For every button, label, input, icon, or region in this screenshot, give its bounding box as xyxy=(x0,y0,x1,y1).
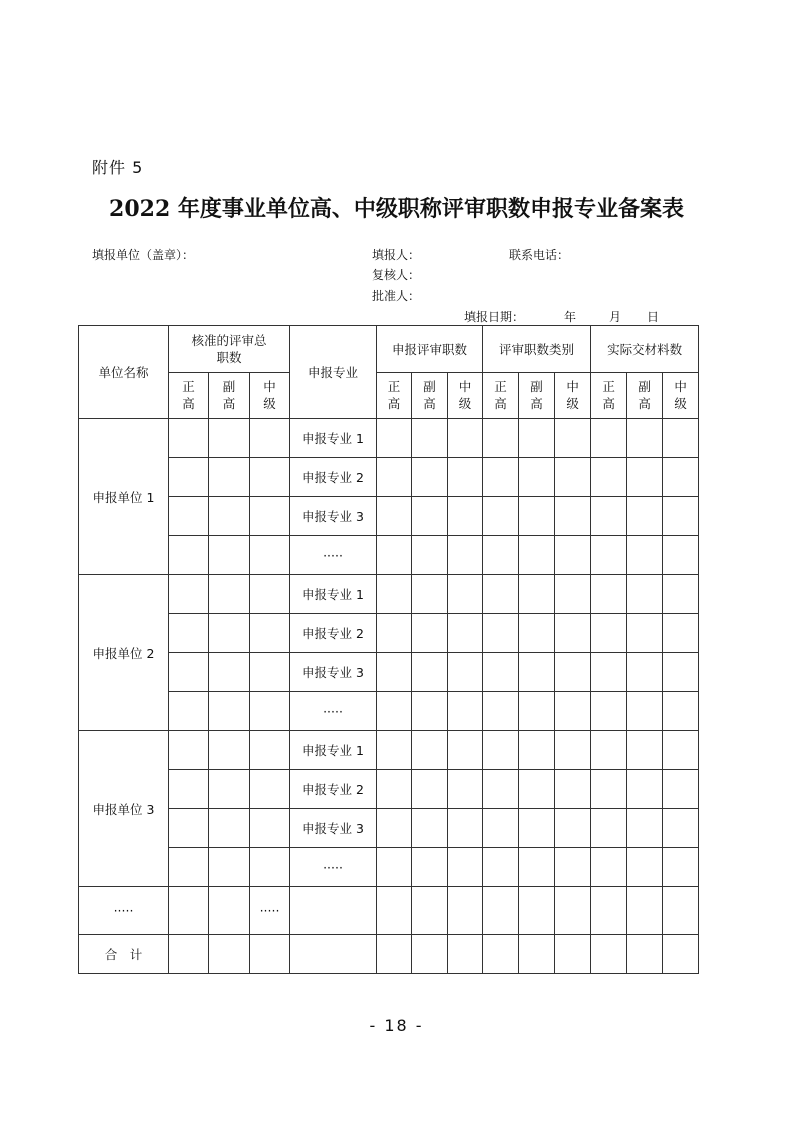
page-number: - 18 - xyxy=(369,1016,424,1035)
total-label-cell: 合 计 xyxy=(79,935,169,974)
approved-count-cell[interactable] xyxy=(169,770,209,809)
table-row-more xyxy=(79,887,699,935)
major-name-cell: 申报专业 3 xyxy=(290,497,377,536)
major-name-cell: 申报专业 2 xyxy=(290,458,377,497)
approver-label: 批准人： xyxy=(372,289,421,303)
count-cell[interactable] xyxy=(448,497,483,536)
count-cell[interactable] xyxy=(483,692,519,731)
subheader-approved-zhongji xyxy=(250,373,290,419)
count-cell[interactable] xyxy=(483,731,519,770)
count-cell[interactable] xyxy=(377,809,412,848)
total-cell[interactable] xyxy=(483,935,519,974)
count-cell[interactable] xyxy=(377,536,412,575)
header-approved-total-text: 核准的评审总职数 xyxy=(191,332,267,365)
subheader-text: 副高 xyxy=(638,379,651,411)
count-cell[interactable] xyxy=(412,497,448,536)
approved-count-cell[interactable] xyxy=(169,497,209,536)
subheader-apply-fugao xyxy=(412,373,448,419)
count-cell[interactable] xyxy=(412,809,448,848)
count-cell[interactable] xyxy=(519,809,555,848)
approved-count-cell[interactable] xyxy=(169,731,209,770)
count-cell[interactable] xyxy=(483,536,519,575)
subheader-text: 中级 xyxy=(263,379,276,411)
approved-count-cell[interactable] xyxy=(169,614,209,653)
count-cell[interactable] xyxy=(519,848,555,887)
count-cell[interactable] xyxy=(377,653,412,692)
count-cell[interactable] xyxy=(591,848,627,887)
table-row xyxy=(79,497,699,536)
count-cell[interactable] xyxy=(377,692,412,731)
subheader-text: 正高 xyxy=(602,379,615,411)
approved-count-cell[interactable] xyxy=(169,848,209,887)
document-title: 2022 年度事业单位高、中级职称评审职数申报专业备案表 xyxy=(109,196,684,222)
total-cell[interactable] xyxy=(448,935,483,974)
more-units-cell: ····· xyxy=(79,887,169,935)
subheader-category-fugao xyxy=(519,373,555,419)
total-cell[interactable] xyxy=(250,935,290,974)
unit-label: 填报单位（盖章）： xyxy=(92,248,195,262)
approved-count-cell[interactable] xyxy=(169,887,209,935)
subheader-text: 副高 xyxy=(423,379,436,411)
count-cell[interactable] xyxy=(627,653,663,692)
count-cell[interactable] xyxy=(519,653,555,692)
filing-table xyxy=(78,325,699,974)
count-cell[interactable] xyxy=(519,458,555,497)
count-cell[interactable] xyxy=(555,770,591,809)
approved-count-cell[interactable] xyxy=(169,458,209,497)
count-cell[interactable] xyxy=(448,419,483,458)
count-cell[interactable] xyxy=(519,419,555,458)
total-cell[interactable] xyxy=(169,935,209,974)
count-cell[interactable] xyxy=(555,458,591,497)
major-name-cell: 申报专业 3 xyxy=(290,653,377,692)
count-cell[interactable] xyxy=(483,848,519,887)
approved-count-cell[interactable] xyxy=(250,653,290,692)
subheader-text: 中级 xyxy=(566,379,579,411)
date-line xyxy=(464,308,659,325)
count-cell[interactable] xyxy=(483,809,519,848)
count-cell[interactable] xyxy=(555,536,591,575)
approved-count-cell[interactable] xyxy=(250,419,290,458)
count-cell[interactable] xyxy=(591,809,627,848)
count-cell[interactable] xyxy=(412,770,448,809)
major-name-cell: ····· xyxy=(290,536,377,575)
subheader-actual-zhenggao xyxy=(591,373,627,419)
count-cell[interactable] xyxy=(377,731,412,770)
subheader-text: 中级 xyxy=(458,379,472,411)
approved-count-cell[interactable] xyxy=(209,458,250,497)
count-cell[interactable] xyxy=(377,887,412,935)
count-cell[interactable] xyxy=(591,419,627,458)
approved-count-cell[interactable] xyxy=(250,575,290,614)
count-cell[interactable] xyxy=(663,497,699,536)
approved-count-cell[interactable] xyxy=(169,419,209,458)
subheader-text: 正高 xyxy=(387,379,401,411)
count-cell[interactable] xyxy=(627,614,663,653)
count-cell[interactable] xyxy=(591,731,627,770)
count-cell[interactable] xyxy=(591,770,627,809)
count-cell[interactable] xyxy=(663,458,699,497)
count-cell[interactable] xyxy=(555,575,591,614)
approved-count-cell[interactable] xyxy=(169,653,209,692)
count-cell[interactable] xyxy=(627,770,663,809)
count-cell[interactable] xyxy=(448,770,483,809)
table-row xyxy=(79,692,699,731)
count-cell[interactable] xyxy=(412,458,448,497)
major-name-cell: ····· xyxy=(290,848,377,887)
count-cell[interactable] xyxy=(412,614,448,653)
more-counts-cell: ····· xyxy=(250,887,290,935)
subheader-category-zhongji xyxy=(555,373,591,419)
count-cell[interactable] xyxy=(412,575,448,614)
approved-count-cell[interactable] xyxy=(250,497,290,536)
subheader-actual-zhongji xyxy=(663,373,699,419)
reviewer-label: 复核人： xyxy=(372,268,421,282)
count-cell[interactable] xyxy=(377,575,412,614)
header-apply-count: 申报评审职数 xyxy=(377,326,483,373)
major-name-cell: 申报专业 1 xyxy=(290,575,377,614)
count-cell[interactable] xyxy=(377,614,412,653)
phone-label: 联系电话： xyxy=(509,248,570,262)
approved-count-cell[interactable] xyxy=(209,848,250,887)
count-cell[interactable] xyxy=(412,848,448,887)
count-cell[interactable] xyxy=(627,692,663,731)
header-review-category: 评审职数类别 xyxy=(483,326,591,373)
table-row xyxy=(79,848,699,887)
count-cell[interactable] xyxy=(591,887,627,935)
count-cell[interactable] xyxy=(663,848,699,887)
total-cell[interactable] xyxy=(591,935,627,974)
count-cell[interactable] xyxy=(448,809,483,848)
count-cell[interactable] xyxy=(663,770,699,809)
approved-count-cell[interactable] xyxy=(209,731,250,770)
count-cell[interactable] xyxy=(591,497,627,536)
count-cell[interactable] xyxy=(483,653,519,692)
count-cell[interactable] xyxy=(591,614,627,653)
count-cell[interactable] xyxy=(519,575,555,614)
header-actual-materials: 实际交材料数 xyxy=(591,326,699,373)
major-name-cell: ····· xyxy=(290,692,377,731)
approved-count-cell[interactable] xyxy=(250,770,290,809)
count-cell[interactable] xyxy=(377,419,412,458)
approved-count-cell[interactable] xyxy=(250,458,290,497)
approved-count-cell[interactable] xyxy=(250,614,290,653)
count-cell[interactable] xyxy=(663,809,699,848)
table-row-total xyxy=(79,935,699,974)
subheader-text: 副高 xyxy=(530,379,543,411)
approved-count-cell[interactable] xyxy=(209,575,250,614)
header-approved-total xyxy=(169,326,290,373)
count-cell[interactable] xyxy=(412,653,448,692)
count-cell[interactable] xyxy=(627,731,663,770)
count-cell[interactable] xyxy=(483,614,519,653)
approved-count-cell[interactable] xyxy=(250,809,290,848)
subheader-approved-zhenggao xyxy=(169,373,209,419)
subheader-actual-fugao xyxy=(627,373,663,419)
count-cell[interactable] xyxy=(663,575,699,614)
approved-count-cell[interactable] xyxy=(209,536,250,575)
count-cell[interactable] xyxy=(412,731,448,770)
count-cell[interactable] xyxy=(519,692,555,731)
count-cell[interactable] xyxy=(448,731,483,770)
table-row xyxy=(79,770,699,809)
count-cell[interactable] xyxy=(555,497,591,536)
subheader-text: 副高 xyxy=(222,379,236,411)
count-cell[interactable] xyxy=(448,848,483,887)
count-cell[interactable] xyxy=(290,887,377,935)
count-cell[interactable] xyxy=(663,419,699,458)
approved-count-cell[interactable] xyxy=(209,887,250,935)
major-name-cell: 申报专业 2 xyxy=(290,614,377,653)
count-cell[interactable] xyxy=(412,419,448,458)
approved-count-cell[interactable] xyxy=(209,653,250,692)
count-cell[interactable] xyxy=(627,497,663,536)
total-cell[interactable] xyxy=(290,935,377,974)
count-cell[interactable] xyxy=(591,692,627,731)
approved-count-cell[interactable] xyxy=(250,536,290,575)
count-cell[interactable] xyxy=(483,497,519,536)
count-cell[interactable] xyxy=(412,887,448,935)
count-cell[interactable] xyxy=(519,887,555,935)
approved-count-cell[interactable] xyxy=(209,809,250,848)
count-cell[interactable] xyxy=(448,458,483,497)
count-cell[interactable] xyxy=(412,692,448,731)
count-cell[interactable] xyxy=(663,692,699,731)
date-label: 填报日期： xyxy=(464,310,525,324)
approved-count-cell[interactable] xyxy=(169,536,209,575)
count-cell[interactable] xyxy=(555,809,591,848)
major-name-cell: 申报专业 2 xyxy=(290,770,377,809)
approved-count-cell[interactable] xyxy=(209,497,250,536)
count-cell[interactable] xyxy=(448,614,483,653)
count-cell[interactable] xyxy=(591,575,627,614)
table-row xyxy=(79,458,699,497)
approved-count-cell[interactable] xyxy=(209,770,250,809)
count-cell[interactable] xyxy=(519,731,555,770)
year-label: 年 xyxy=(564,310,577,324)
count-cell[interactable] xyxy=(591,653,627,692)
unit-name-cell: 申报单位 2 xyxy=(79,575,169,731)
table-row xyxy=(79,614,699,653)
count-cell[interactable] xyxy=(627,887,663,935)
count-cell[interactable] xyxy=(627,419,663,458)
approved-count-cell[interactable] xyxy=(169,692,209,731)
count-cell[interactable] xyxy=(627,458,663,497)
count-cell[interactable] xyxy=(663,536,699,575)
count-cell[interactable] xyxy=(663,731,699,770)
count-cell[interactable] xyxy=(448,575,483,614)
count-cell[interactable] xyxy=(591,458,627,497)
attachment-label: 附件 5 xyxy=(92,158,144,177)
count-cell[interactable] xyxy=(555,731,591,770)
count-cell[interactable] xyxy=(555,614,591,653)
table-row xyxy=(79,575,699,614)
major-name-cell: 申报专业 1 xyxy=(290,731,377,770)
approved-count-cell[interactable] xyxy=(250,731,290,770)
total-cell[interactable] xyxy=(519,935,555,974)
count-cell[interactable] xyxy=(483,887,519,935)
count-cell[interactable] xyxy=(519,770,555,809)
approved-count-cell[interactable] xyxy=(250,848,290,887)
total-cell[interactable] xyxy=(209,935,250,974)
count-cell[interactable] xyxy=(627,575,663,614)
approved-count-cell[interactable] xyxy=(209,692,250,731)
filler-label: 填报人： xyxy=(372,248,421,262)
header-unit-name: 单位名称 xyxy=(79,326,169,419)
subheader-text: 中级 xyxy=(674,379,687,411)
count-cell[interactable] xyxy=(448,653,483,692)
table-row xyxy=(79,653,699,692)
total-cell[interactable] xyxy=(627,935,663,974)
day-label: 日 xyxy=(647,310,660,324)
header-major: 申报专业 xyxy=(290,326,377,419)
approved-count-cell[interactable] xyxy=(209,614,250,653)
count-cell[interactable] xyxy=(663,653,699,692)
approved-count-cell[interactable] xyxy=(169,575,209,614)
total-cell[interactable] xyxy=(412,935,448,974)
unit-name-cell: 申报单位 3 xyxy=(79,731,169,887)
count-cell[interactable] xyxy=(519,497,555,536)
approved-count-cell[interactable] xyxy=(250,692,290,731)
count-cell[interactable] xyxy=(377,848,412,887)
count-cell[interactable] xyxy=(412,536,448,575)
total-cell[interactable] xyxy=(555,935,591,974)
count-cell[interactable] xyxy=(519,614,555,653)
count-cell[interactable] xyxy=(377,770,412,809)
count-cell[interactable] xyxy=(377,497,412,536)
count-cell[interactable] xyxy=(377,458,412,497)
subheader-apply-zhongji xyxy=(448,373,483,419)
count-cell[interactable] xyxy=(448,887,483,935)
subheader-text: 正高 xyxy=(494,379,507,411)
major-name-cell: 申报专业 1 xyxy=(290,419,377,458)
major-name-cell: 申报专业 3 xyxy=(290,809,377,848)
subheader-category-zhenggao xyxy=(483,373,519,419)
subheader-text: 正高 xyxy=(182,379,195,411)
count-cell[interactable] xyxy=(663,887,699,935)
subheader-apply-zhenggao xyxy=(377,373,412,419)
count-cell[interactable] xyxy=(555,653,591,692)
count-cell[interactable] xyxy=(555,848,591,887)
count-cell[interactable] xyxy=(448,536,483,575)
subheader-approved-fugao xyxy=(209,373,250,419)
count-cell[interactable] xyxy=(627,809,663,848)
table-row xyxy=(79,731,699,770)
approved-count-cell[interactable] xyxy=(209,419,250,458)
table-row xyxy=(79,419,699,458)
count-cell[interactable] xyxy=(627,536,663,575)
table-row xyxy=(79,809,699,848)
month-label: 月 xyxy=(609,310,622,324)
total-cell[interactable] xyxy=(663,935,699,974)
count-cell[interactable] xyxy=(483,770,519,809)
count-cell[interactable] xyxy=(663,614,699,653)
count-cell[interactable] xyxy=(448,692,483,731)
count-cell[interactable] xyxy=(555,692,591,731)
unit-name-cell: 申报单位 1 xyxy=(79,419,169,575)
count-cell[interactable] xyxy=(555,887,591,935)
total-cell[interactable] xyxy=(377,935,412,974)
table-row xyxy=(79,536,699,575)
count-cell[interactable] xyxy=(483,575,519,614)
approved-count-cell[interactable] xyxy=(169,809,209,848)
count-cell[interactable] xyxy=(555,419,591,458)
count-cell[interactable] xyxy=(591,536,627,575)
count-cell[interactable] xyxy=(627,848,663,887)
count-cell[interactable] xyxy=(483,458,519,497)
count-cell[interactable] xyxy=(519,536,555,575)
count-cell[interactable] xyxy=(483,419,519,458)
